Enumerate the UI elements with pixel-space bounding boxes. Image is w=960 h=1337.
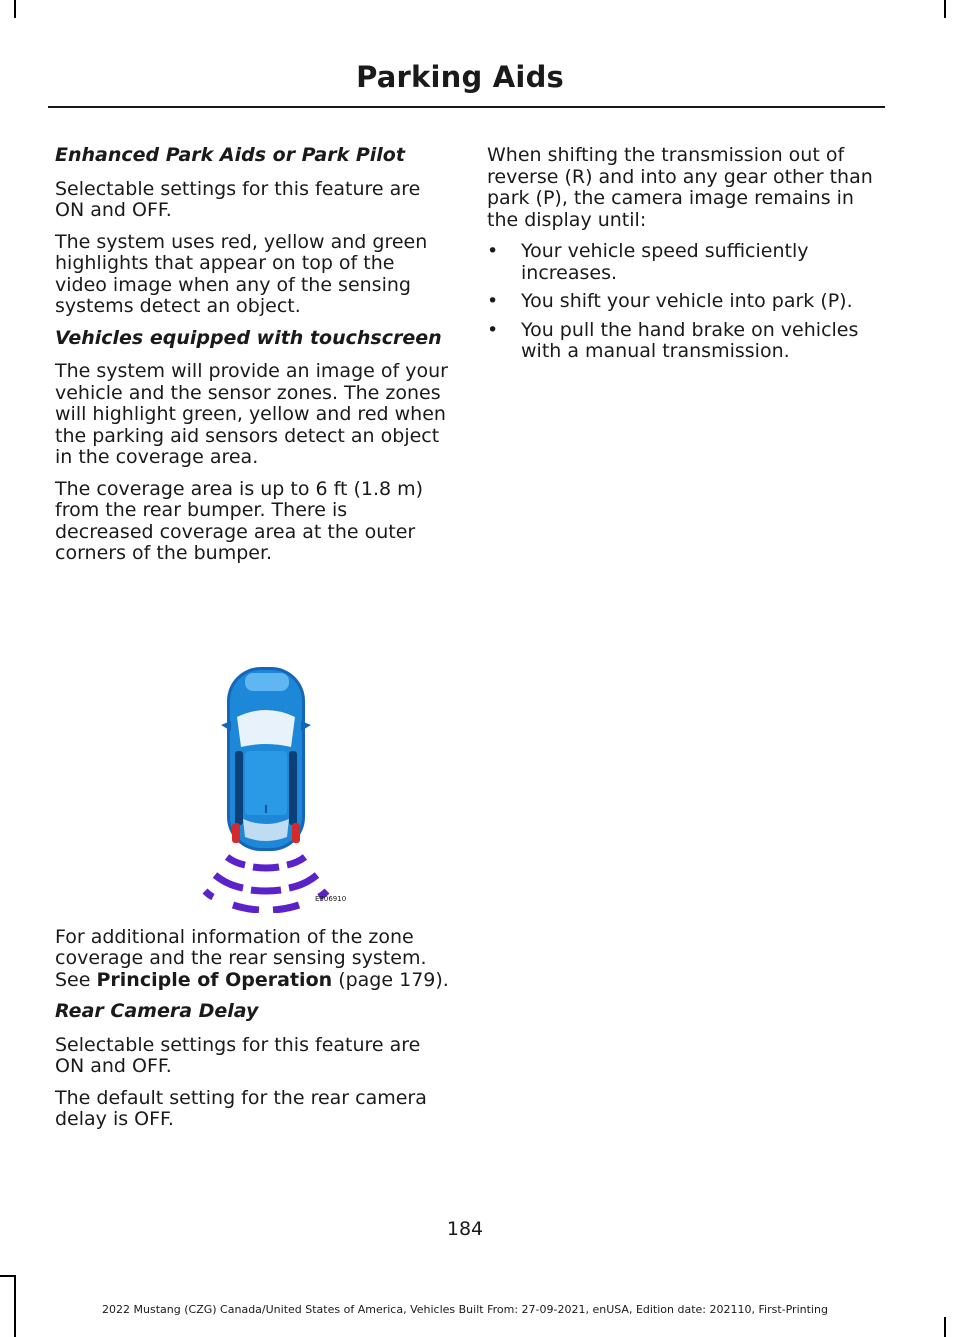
paragraph-settings-on-off: Selectable settings for this feature are ON and OFF. — [55, 177, 421, 221]
conditions-list — [487, 241, 884, 363]
bullet-icon: • — [487, 290, 499, 312]
list-item-text: You shift your vehicle into park (P). — [521, 290, 853, 312]
principle-of-operation-link[interactable]: Principle of Operation — [96, 968, 333, 991]
list-item-text: Your vehicle speed sufficiently increases. — [521, 240, 809, 284]
list-item-text: You pull the hand brake on vehicles with a manual transmission. — [521, 318, 859, 362]
paragraph-shifting: When shifting the transmission out of reverse (R) and into any gear other than park (P), the camera image remains in the display until: — [487, 144, 873, 231]
car-top-view-illustration — [55, 575, 450, 913]
list-item — [487, 291, 884, 313]
list-item — [487, 320, 884, 363]
heading-rear-camera-delay: Rear Camera Delay — [55, 1000, 259, 1022]
paragraph-coverage-area: The coverage area is up to 6 ft (1.8 m) from the rear bumper. There is decreased coverage area at the outer corners of the bumper. — [55, 477, 424, 564]
right-column — [487, 145, 884, 370]
heading-touchscreen: Vehicles equipped with touchscreen — [55, 326, 442, 349]
additional-info-text: For additional information of the zone coverage and the rear sensing system. See — [55, 925, 427, 991]
left-column — [55, 145, 450, 1141]
crop-mark-top-left — [14, 0, 16, 18]
page-reference: (page 179). — [332, 968, 449, 991]
crop-mark-bottom-left-h — [0, 1275, 16, 1277]
crop-mark-top-right — [944, 0, 946, 18]
car-icon — [221, 667, 311, 851]
vehicle-sensor-zone-figure — [55, 575, 450, 913]
heading-enhanced-park-aids: Enhanced Park Aids or Park Pilot — [55, 144, 405, 166]
paragraph-additional-info — [55, 927, 450, 992]
figure-id: E306910 — [315, 894, 347, 903]
paragraph-highlights: The system uses red, yellow and green highlights that appear on top of the video image when any of the sensing systems detect an object. — [55, 230, 428, 317]
bullet-icon: • — [487, 240, 499, 262]
header-divider — [48, 106, 885, 108]
sensor-zone-arcs — [205, 857, 327, 910]
page-number: 184 — [446, 1218, 484, 1240]
bullet-icon: • — [487, 318, 499, 341]
footer-edition-line: 2022 Mustang (CZG) Canada/United States of America, Vehicles Built From: 27-09-2021, enUSA, Edition date: 202110, First-Printing — [102, 1303, 828, 1316]
paragraph-sensor-zones: The system will provide an image of your vehicle and the sensor zones. The zones will highlight green, yellow and red when the parking aid sensors detect an object in the coverage area. — [55, 360, 448, 468]
list-item — [487, 241, 884, 284]
page-title: Parking Aids — [356, 60, 564, 94]
paragraph-delay-settings: Selectable settings for this feature are ON and OFF. — [55, 1033, 421, 1077]
paragraph-default-setting: The default setting for the rear camera delay is OFF. — [55, 1086, 427, 1130]
crop-mark-bottom-right — [944, 1317, 946, 1337]
